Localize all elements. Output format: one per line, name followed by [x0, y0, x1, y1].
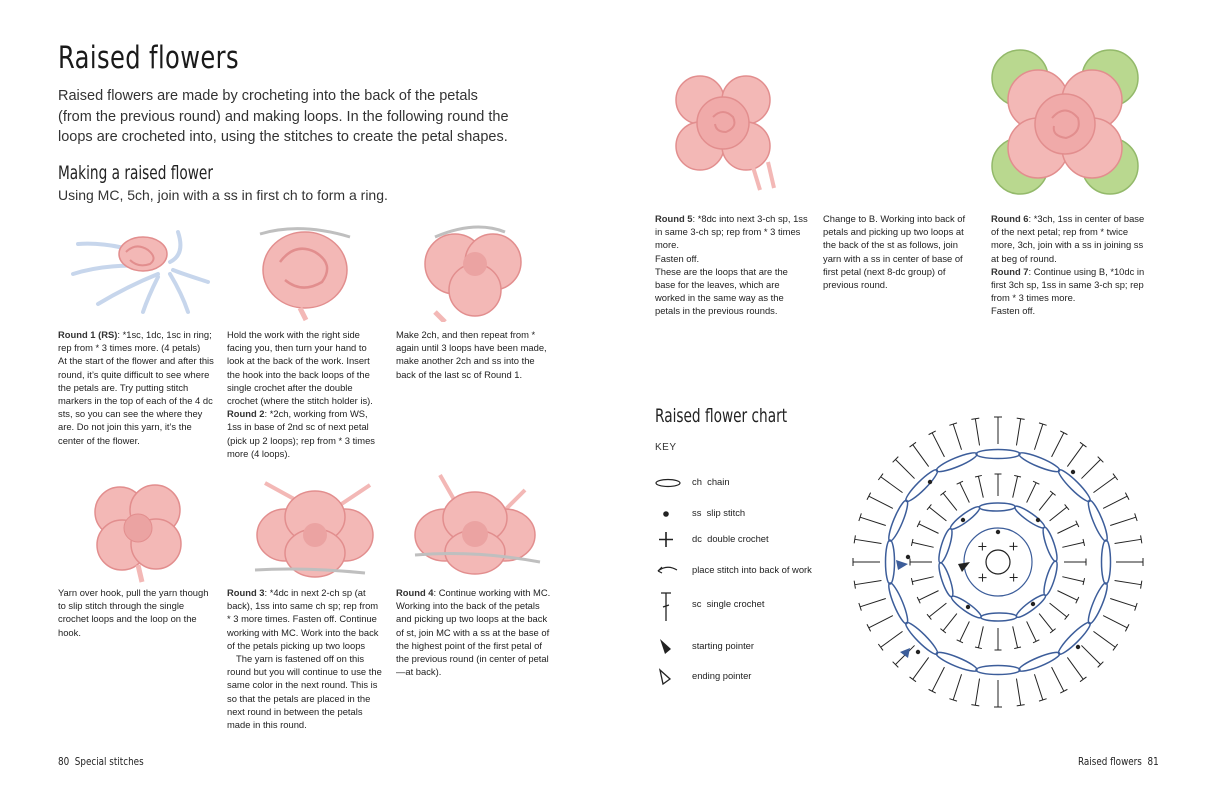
- sc-stitch-top: [1060, 431, 1067, 435]
- sc-stitch-symbol: [1034, 674, 1042, 700]
- round5-illustration: [668, 62, 778, 192]
- key-row-starting-pointer: [655, 636, 835, 656]
- inner-sc-stitch-symbol: [1057, 591, 1077, 601]
- ending-pointer-mark: [900, 648, 910, 658]
- inner-sc-stitch-symbol: [1027, 483, 1037, 503]
- sc-stitch-top: [1125, 624, 1129, 631]
- key-label-chain: ch chain: [692, 476, 730, 487]
- round2-label: Round 2: [227, 408, 265, 420]
- sc-stitch-symbol: [860, 598, 886, 606]
- slip-stitch-dot: [996, 530, 1000, 534]
- round4-label: Round 4: [396, 587, 434, 598]
- inner-sc-stitch-top: [1050, 629, 1055, 633]
- round3-instructions: : *4dc in next 2-ch sp (at back), 1ss into same ch sp; rep from * 3 more times. Fasten off. Continue working with MC. Work into the back of the petals picking up two loops: [227, 587, 379, 651]
- starting-pointer-mark: [896, 560, 908, 570]
- sc-stitch-symbol: [953, 424, 961, 450]
- key-title: KEY: [655, 442, 677, 453]
- inner-sc-stitch-symbol: [978, 626, 983, 647]
- left-page-number: 80: [58, 755, 70, 768]
- chain-loop-symbol: [886, 581, 911, 625]
- inner-sc-stitch-symbol: [1013, 626, 1018, 647]
- sc-stitch-symbol: [1115, 539, 1142, 543]
- step5-illustration: [245, 475, 385, 585]
- slip-stitch-dot: [916, 650, 920, 654]
- sc-stitch-symbol: [932, 433, 944, 457]
- ch-chain-oval-icon: [655, 472, 681, 492]
- round5-fasten: Fasten off.: [655, 252, 700, 264]
- sc-stitch-symbol: [1052, 667, 1064, 691]
- step3-text: [396, 328, 554, 381]
- inner-sc-stitch-symbol: [912, 577, 933, 582]
- key-row-back-of-work: [655, 560, 835, 580]
- back-arrow-icon: [655, 560, 681, 580]
- sc-stitch-top: [1141, 581, 1142, 589]
- round5-note: These are the loops that are the base for the leaves, which are worked in the same way as the petals in the previous rounds.: [655, 265, 788, 317]
- sc-stitch-symbol: [932, 667, 944, 691]
- dc-plus-icon: [655, 529, 681, 549]
- sc-stitch-top: [910, 442, 916, 447]
- slip-stitch-dot: [961, 518, 965, 522]
- sc-stitch-symbol: [975, 679, 979, 706]
- petal-chain-loop-symbol: [1014, 592, 1048, 620]
- sc-stitch-top: [867, 493, 871, 500]
- step3-illustration: [405, 212, 545, 322]
- sc-stitch-symbol: [953, 674, 961, 700]
- round6-instructions: : *3ch, 1ss in center of base of the next petal; rep from * twice more, 3ch, join with a ss in joining ss at beg of round.: [991, 213, 1145, 264]
- page-title: Raised flowers: [58, 40, 239, 76]
- step6-illustration: [405, 470, 545, 585]
- sc-stitch-top: [1017, 705, 1025, 706]
- chain-loop-symbol: [935, 450, 979, 475]
- dc-stitch-symbol: [979, 574, 987, 582]
- petal-chain-loop-symbol: [979, 503, 1015, 512]
- step2-illustration: [240, 212, 370, 322]
- sc-stitch-symbol: [913, 445, 929, 467]
- slip-stitch-dot: [1071, 470, 1075, 474]
- sc-stitch-symbol: [855, 580, 882, 584]
- key-label-double-crochet: dc double crochet: [692, 533, 769, 544]
- sc-stitch-top: [910, 677, 916, 682]
- sc-stitch-top: [1017, 418, 1025, 419]
- sc-stitch-symbol: [869, 616, 893, 628]
- slip-stitch-dot: [1031, 602, 1035, 606]
- sc-tee-icon: [655, 590, 681, 624]
- sc-stitch-symbol: [975, 419, 979, 446]
- slip-stitch-dot: [906, 555, 910, 559]
- section-subheading: Using MC, 5ch, join with a ss in first ch to form a ring.: [58, 187, 388, 203]
- sc-stitch-top: [971, 418, 979, 419]
- intro-paragraph: Raised flowers are made by crocheting into the back of the petals (from the previous round) and making loops. In the following round the loops are crocheted into, using the stitches to create the petal shapes.: [58, 88, 509, 145]
- inner-sc-stitch-symbol: [1013, 476, 1018, 497]
- sc-stitch-symbol: [881, 631, 903, 647]
- sc-stitch-top: [971, 705, 979, 706]
- right-footer: [1078, 755, 1159, 768]
- sc-stitch-top: [1060, 689, 1067, 693]
- inner-sc-stitch-top: [1065, 504, 1069, 509]
- sc-stitch-symbol: [1093, 477, 1115, 493]
- key-row-ending-pointer: [655, 666, 835, 686]
- sc-stitch-symbol: [1110, 598, 1136, 606]
- step4-instructions: Yarn over hook, pull the yarn though to slip stitch through the single crochet loops and the loop on the hook.: [58, 587, 209, 638]
- inner-sc-stitch-symbol: [943, 614, 957, 631]
- inner-sc-stitch-symbol: [1062, 542, 1083, 547]
- round5-text: [655, 212, 810, 318]
- chain-loop-symbol: [935, 649, 979, 674]
- key-label-single-crochet: sc single crochet: [692, 598, 765, 609]
- chain-loop-symbol: [976, 450, 1020, 459]
- round7-label: Round 7: [991, 265, 1029, 277]
- chart-heading: Raised flower chart: [655, 405, 788, 427]
- inner-sc-stitch-symbol: [1027, 621, 1037, 641]
- sc-stitch-top: [878, 644, 883, 650]
- step6-text: [396, 586, 554, 678]
- round6-label: Round 6: [991, 213, 1029, 224]
- sc-stitch-top: [1080, 677, 1086, 682]
- step5-text: [227, 586, 382, 731]
- slip-stitch-dot: [966, 605, 970, 609]
- key-label-back-of-work: place stitch into back of work: [692, 564, 812, 575]
- inner-sc-stitch-symbol: [912, 542, 933, 547]
- petal-chain-loop-symbol: [948, 504, 982, 532]
- inner-sc-stitch-symbol: [960, 621, 970, 641]
- round7-illustration: [990, 48, 1140, 198]
- step2-instructions: Hold the work with the right side facing you, then turn your hand to look at the back of the work. Insert the hook into the back loops of the single crochet after the double crochet (where the stitch holder is).: [227, 329, 373, 407]
- round5-instructions: : *8dc into next 3-ch sp, 1ss in same 3-ch sp; rep from * 3 times more.: [655, 213, 808, 251]
- starting-pointer-icon: [655, 636, 681, 656]
- foundation-ring: [986, 550, 1010, 574]
- sc-stitch-top: [854, 581, 855, 589]
- round4-instructions: : Continue working with MC. Working into the back of the petals and picking up two loops at the back of st, join MC with a ss at the base of the highest point of the first petal of the previous round (in center of petal—at back).: [396, 587, 551, 678]
- chain-loop-symbol: [1102, 540, 1111, 584]
- petal-chain-loop-symbol: [1041, 560, 1059, 597]
- center-round-outline: [964, 528, 1032, 596]
- dc-stitch-symbol: [1009, 542, 1017, 550]
- inner-sc-stitch-symbol: [1050, 603, 1067, 617]
- inner-sc-stitch-symbol: [1057, 524, 1077, 534]
- sc-stitch-symbol: [1067, 445, 1083, 467]
- chain-loop-symbol: [1017, 450, 1061, 475]
- sc-stitch-symbol: [1093, 631, 1115, 647]
- step4-illustration: [80, 470, 195, 585]
- key-row-single-crochet: [655, 590, 835, 624]
- inner-sc-stitch-top: [940, 629, 945, 633]
- round7-fasten: Fasten off.: [991, 305, 1036, 317]
- inner-sc-stitch-symbol: [1039, 614, 1053, 631]
- inner-sc-stitch-top: [1065, 614, 1069, 619]
- round7-instructions: : Continue using B, *10dc in first 3ch sp, 1ss in same 3-ch sp; rep from * 3 times more.: [991, 265, 1145, 304]
- inner-sc-stitch-symbol: [929, 507, 946, 521]
- sc-stitch-top: [1141, 535, 1142, 543]
- round1-instructions: : *1sc, 1dc, 1sc in ring; rep from * 3 times more. (4 petals): [58, 329, 212, 354]
- step3-instructions: Make 2ch, and then repeat from * again until 3 loops have been made, make another 2ch and ss into the back of the last sc of Round 1.: [396, 329, 547, 380]
- inner-sc-stitch-top: [940, 491, 945, 495]
- inner-sc-stitch-symbol: [978, 476, 983, 497]
- sc-stitch-top: [929, 689, 936, 693]
- sc-stitch-symbol: [1067, 657, 1083, 679]
- sc-stitch-symbol: [860, 517, 886, 525]
- ss-dot-icon: [655, 503, 681, 523]
- round3-label: Round 3: [227, 587, 265, 598]
- sc-stitch-top: [867, 624, 871, 631]
- chain-loop-symbol: [886, 540, 895, 584]
- inner-sc-stitch-symbol: [919, 591, 939, 601]
- petal-chain-loop-symbol: [936, 561, 955, 598]
- right-footer-section: Raised flowers: [1078, 755, 1142, 768]
- dc-stitch-symbol: [978, 543, 986, 551]
- starting-pointer-mark: [958, 562, 970, 572]
- sc-stitch-top: [1113, 644, 1118, 650]
- inner-sc-stitch-symbol: [1050, 507, 1067, 521]
- sc-stitch-symbol: [1016, 679, 1020, 706]
- sc-stitch-top: [854, 535, 855, 543]
- sc-stitch-symbol: [1016, 419, 1020, 446]
- sc-stitch-symbol: [1103, 496, 1127, 508]
- step4-text: [58, 586, 210, 639]
- sc-stitch-symbol: [895, 459, 914, 478]
- round1-label: Round 1 (RS): [58, 329, 118, 340]
- sc-stitch-symbol: [881, 477, 903, 493]
- sc-stitch-top: [1125, 493, 1129, 500]
- sc-stitch-symbol: [1110, 517, 1136, 525]
- round6-7-text: [991, 212, 1151, 318]
- petal-chain-loop-symbol: [981, 613, 1017, 622]
- round2-instructions: : *2ch, working from WS, 1ss in base of 2nd sc of next petal (pick up 2 loops); rep from * 3 times more (4 loops).: [227, 408, 375, 459]
- step1-text: [58, 328, 218, 447]
- sc-stitch-top: [1113, 474, 1118, 480]
- sc-stitch-symbol: [1052, 433, 1064, 457]
- sc-stitch-symbol: [855, 539, 882, 543]
- inner-sc-stitch-top: [927, 614, 931, 619]
- dc-stitch-symbol: [1010, 573, 1018, 581]
- sc-stitch-top: [878, 474, 883, 480]
- right-page-number: 81: [1147, 755, 1159, 768]
- sc-stitch-top: [1080, 442, 1086, 447]
- inner-sc-stitch-top: [1050, 491, 1055, 495]
- sc-stitch-symbol: [913, 657, 929, 679]
- sc-stitch-symbol: [1103, 616, 1127, 628]
- sc-stitch-top: [929, 431, 936, 435]
- key-row-double-crochet: [655, 529, 835, 549]
- inner-sc-stitch-symbol: [960, 483, 970, 503]
- sc-stitch-symbol: [869, 496, 893, 508]
- step2-text: [227, 328, 382, 460]
- round3-note: The yarn is fastened off on this round but you will continue to use the same color in the next round. This is so that the petals are placed in the next round in between the petals made in this round.: [227, 653, 382, 731]
- chain-loop-symbol: [886, 499, 911, 543]
- left-footer-section: Special stitches: [74, 755, 144, 768]
- slip-stitch-dot: [1036, 518, 1040, 522]
- key-row-slip-stitch: [655, 503, 835, 523]
- raised-flower-chart: [838, 412, 1158, 712]
- chain-loop-symbol: [1085, 499, 1110, 543]
- key-row-chain: [655, 472, 835, 492]
- inner-sc-stitch-symbol: [1039, 493, 1053, 510]
- round5b-text: [823, 212, 978, 291]
- section-heading-making: Making a raised flower: [58, 162, 213, 184]
- key-label-slip-stitch: ss slip stitch: [692, 507, 746, 518]
- key-label-starting-pointer: starting pointer: [692, 640, 755, 651]
- round5-label: Round 5: [655, 213, 693, 224]
- inner-sc-stitch-top: [927, 504, 931, 509]
- inner-sc-stitch-symbol: [919, 524, 939, 534]
- sc-stitch-symbol: [1081, 459, 1100, 478]
- chain-loop-symbol: [976, 666, 1020, 675]
- petal-chain-loop-symbol: [1040, 526, 1059, 563]
- key-label-ending-pointer: ending pointer: [692, 670, 752, 681]
- sc-stitch-symbol: [1115, 580, 1142, 584]
- chain-loop-symbol: [1017, 649, 1061, 674]
- petal-chain-loop-symbol: [936, 527, 954, 564]
- inner-sc-stitch-symbol: [929, 603, 946, 617]
- sc-stitch-symbol: [1081, 645, 1100, 664]
- left-footer: [58, 755, 144, 768]
- change-yarn-instructions: Change to B. Working into back of petals and picking up two loops at the back of the st as follows, join yarn with a ss in center of base of first petal (next 8-dc group) of previous round.: [823, 213, 966, 291]
- inner-sc-stitch-symbol: [1062, 577, 1083, 582]
- round1-note: At the start of the flower and after this round, it’s quite difficult to see where the petals are. Try putting stitch markers in the top of each of the 4 dc sts, so you can see the where they are. Do not join this yarn, it’s the center of the flower.: [58, 355, 214, 446]
- step1-illustration: [58, 212, 218, 322]
- sc-stitch-symbol: [1034, 424, 1042, 450]
- slip-stitch-dot: [1076, 645, 1080, 649]
- chain-loop-symbol: [1085, 581, 1110, 625]
- ending-pointer-icon: [655, 666, 681, 686]
- inner-sc-stitch-symbol: [943, 493, 957, 510]
- slip-stitch-dot: [928, 480, 932, 484]
